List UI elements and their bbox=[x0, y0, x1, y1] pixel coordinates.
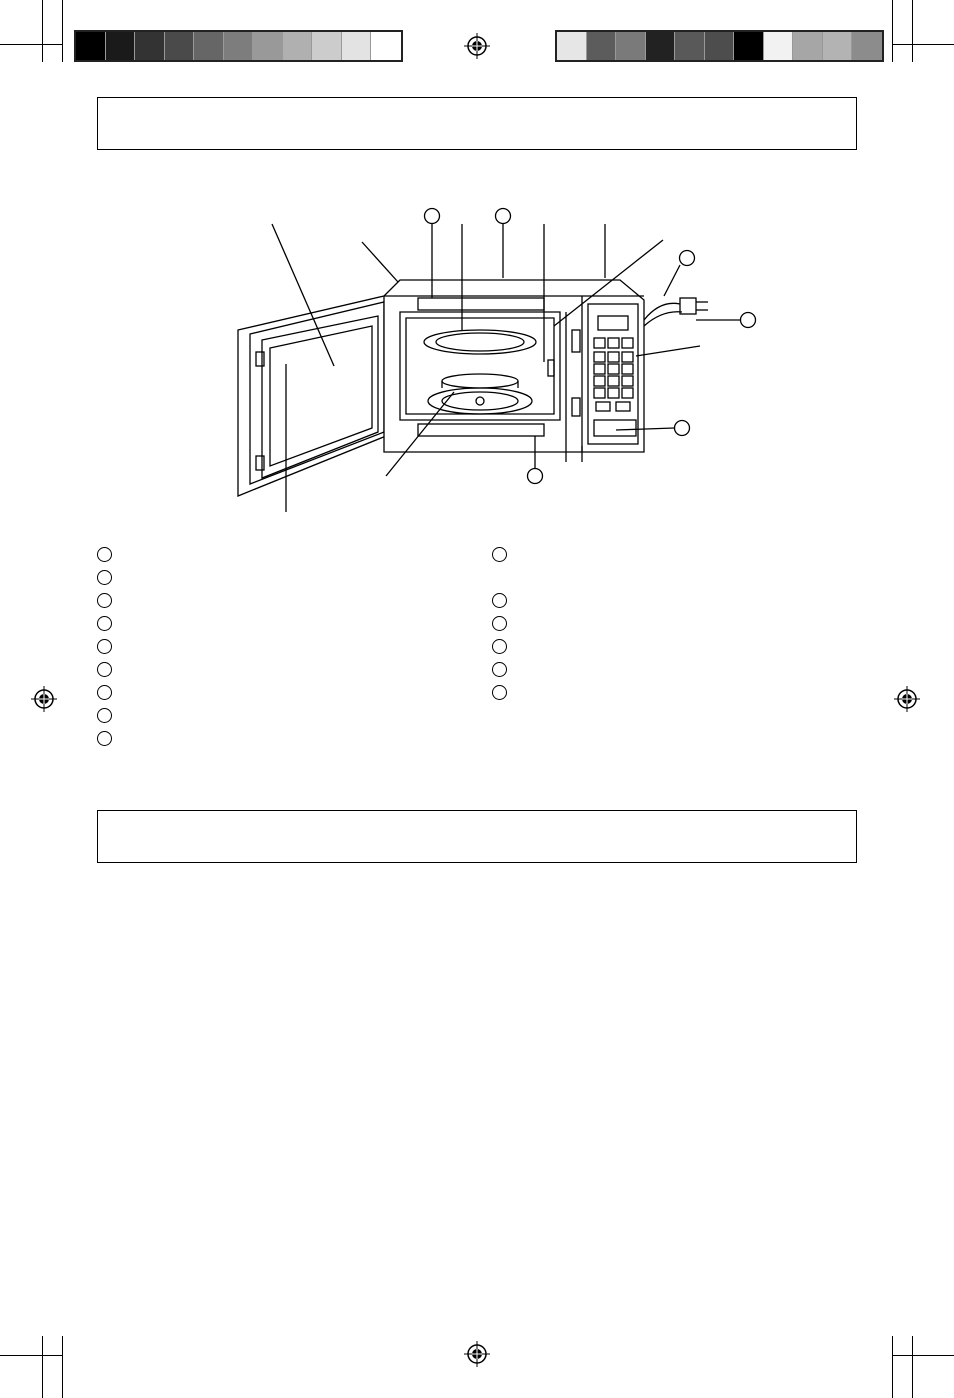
legend-number-circle bbox=[492, 662, 507, 677]
color-bar-right-swatch bbox=[587, 32, 617, 60]
color-calibration-bar-right bbox=[555, 30, 884, 62]
legend-item bbox=[97, 730, 122, 746]
legend-item bbox=[492, 592, 517, 608]
section-title-bottom bbox=[98, 811, 856, 843]
color-bar-left-swatch bbox=[371, 32, 401, 60]
legend-item bbox=[492, 546, 517, 562]
color-bar-left-swatch bbox=[106, 32, 136, 60]
section-title bbox=[98, 98, 856, 130]
legend-item bbox=[97, 684, 122, 700]
legend-item bbox=[492, 615, 517, 631]
legend-number-circle bbox=[97, 685, 112, 700]
legend-item bbox=[97, 569, 122, 585]
color-bar-left-swatch bbox=[253, 32, 283, 60]
color-bar-right-swatch bbox=[557, 32, 587, 60]
color-bar-left-swatch bbox=[135, 32, 165, 60]
legend-item bbox=[97, 661, 122, 677]
microwave-oven-diagram-icon bbox=[0, 190, 954, 530]
legend-number-circle bbox=[97, 616, 112, 631]
legend-number-circle bbox=[97, 708, 112, 723]
color-calibration-bar-left bbox=[74, 30, 403, 62]
color-bar-right-swatch bbox=[646, 32, 676, 60]
legend-number-circle bbox=[492, 547, 507, 562]
legend-number-circle bbox=[97, 731, 112, 746]
color-bar-left-swatch bbox=[312, 32, 342, 60]
color-bar-right-swatch bbox=[616, 32, 646, 60]
color-bar-left-swatch bbox=[224, 32, 254, 60]
color-bar-right-swatch bbox=[764, 32, 794, 60]
legend-number-circle bbox=[97, 593, 112, 608]
legend-number-circle bbox=[97, 547, 112, 562]
legend-item bbox=[492, 638, 517, 654]
registration-crosshair-icon bbox=[31, 686, 57, 712]
legend-number-circle bbox=[97, 662, 112, 677]
color-bar-left-swatch bbox=[283, 32, 313, 60]
color-bar-right-swatch bbox=[734, 32, 764, 60]
registration-crosshair-icon bbox=[464, 33, 490, 59]
legend-number-circle bbox=[97, 639, 112, 654]
legend-item bbox=[97, 546, 122, 562]
legend-number-circle bbox=[492, 616, 507, 631]
color-bar-right-swatch bbox=[675, 32, 705, 60]
legend-item bbox=[97, 638, 122, 654]
color-bar-left-swatch bbox=[342, 32, 372, 60]
legend-number-circle bbox=[97, 570, 112, 585]
color-bar-right-swatch bbox=[823, 32, 853, 60]
color-bar-left-swatch bbox=[165, 32, 195, 60]
section-header-box bbox=[97, 97, 857, 150]
legend-item bbox=[492, 661, 517, 677]
registration-crosshair-icon bbox=[464, 1341, 490, 1367]
registration-crosshair-icon bbox=[894, 686, 920, 712]
color-bar-right-swatch bbox=[793, 32, 823, 60]
color-bar-right-swatch bbox=[705, 32, 735, 60]
legend-item bbox=[97, 592, 122, 608]
legend-item bbox=[492, 684, 517, 700]
legend-item bbox=[97, 615, 122, 631]
legend-number-circle bbox=[492, 593, 507, 608]
color-bar-left-swatch bbox=[76, 32, 106, 60]
color-bar-left-swatch bbox=[194, 32, 224, 60]
section-header-box-bottom bbox=[97, 810, 857, 863]
legend-item bbox=[97, 707, 122, 723]
legend-number-circle bbox=[492, 639, 507, 654]
legend-number-circle bbox=[492, 685, 507, 700]
color-bar-right-swatch bbox=[852, 32, 882, 60]
